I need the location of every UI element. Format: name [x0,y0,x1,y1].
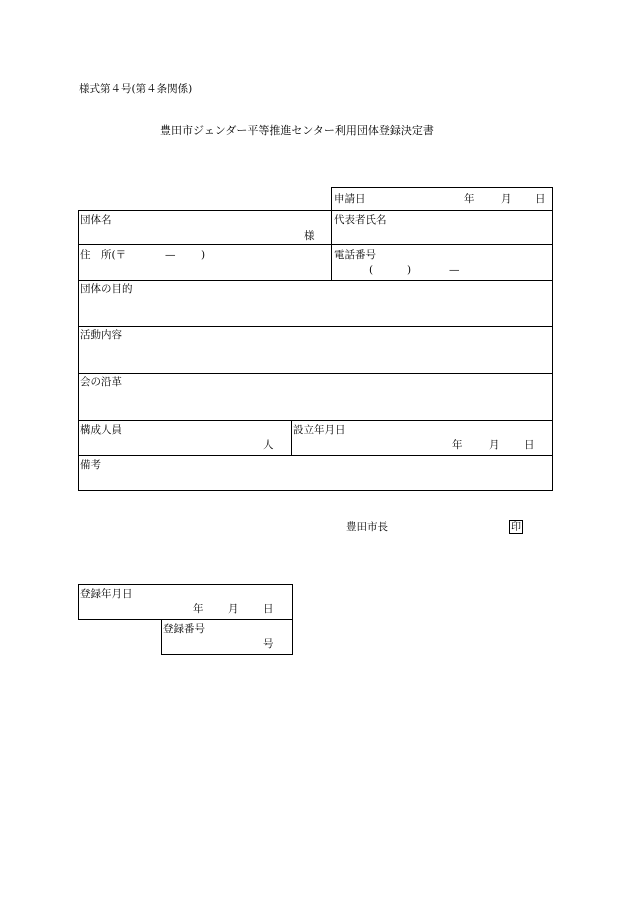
application-day-label: 日 [535,193,546,205]
group-name-label: 団体名 [80,214,112,226]
application-year-label: 年 [464,193,475,205]
phone-dash: — [449,264,460,276]
phone-open-paren: ( [369,264,374,276]
address-close-paren: ) [201,249,206,261]
members-label: 構成人員 [80,424,122,436]
representative-label: 代表者氏名 [334,214,387,226]
registration-date-label: 登録年月日 [80,588,133,600]
phone-close-paren: ) [407,264,412,276]
members-unit: 人 [263,439,274,451]
form-number: 様式第４号(第４条関係) [79,83,193,95]
form-body [78,210,553,491]
registration-number-label: 登録番号 [163,623,205,635]
history-label: 会の沿革 [80,376,122,388]
registration-number-unit: 号 [263,638,274,650]
founded-label: 設立年月日 [293,424,346,436]
seal-stamp: 印 [511,522,521,533]
address-label: 住 所(〒 [80,249,127,261]
honorific-sama: 様 [304,230,315,242]
phone-label: 電話番号 [334,249,376,261]
mayor-title: 豊田市長 [346,521,388,533]
application-date-label: 申請日 [334,193,366,205]
registration-day-label: 日 [263,603,274,615]
postal-dash: — [165,249,176,261]
founded-month-label: 月 [489,439,500,451]
purpose-label: 団体の目的 [80,283,133,295]
remarks-label: 備考 [80,459,101,471]
founded-day-label: 日 [524,439,535,451]
activity-label: 活動内容 [80,329,122,341]
registration-year-label: 年 [193,603,204,615]
registration-month-label: 月 [228,603,239,615]
application-month-label: 月 [501,193,512,205]
page-title: 豊田市ジェンダー平等推進センター利用団体登録決定書 [160,124,434,137]
founded-year-label: 年 [452,439,463,451]
